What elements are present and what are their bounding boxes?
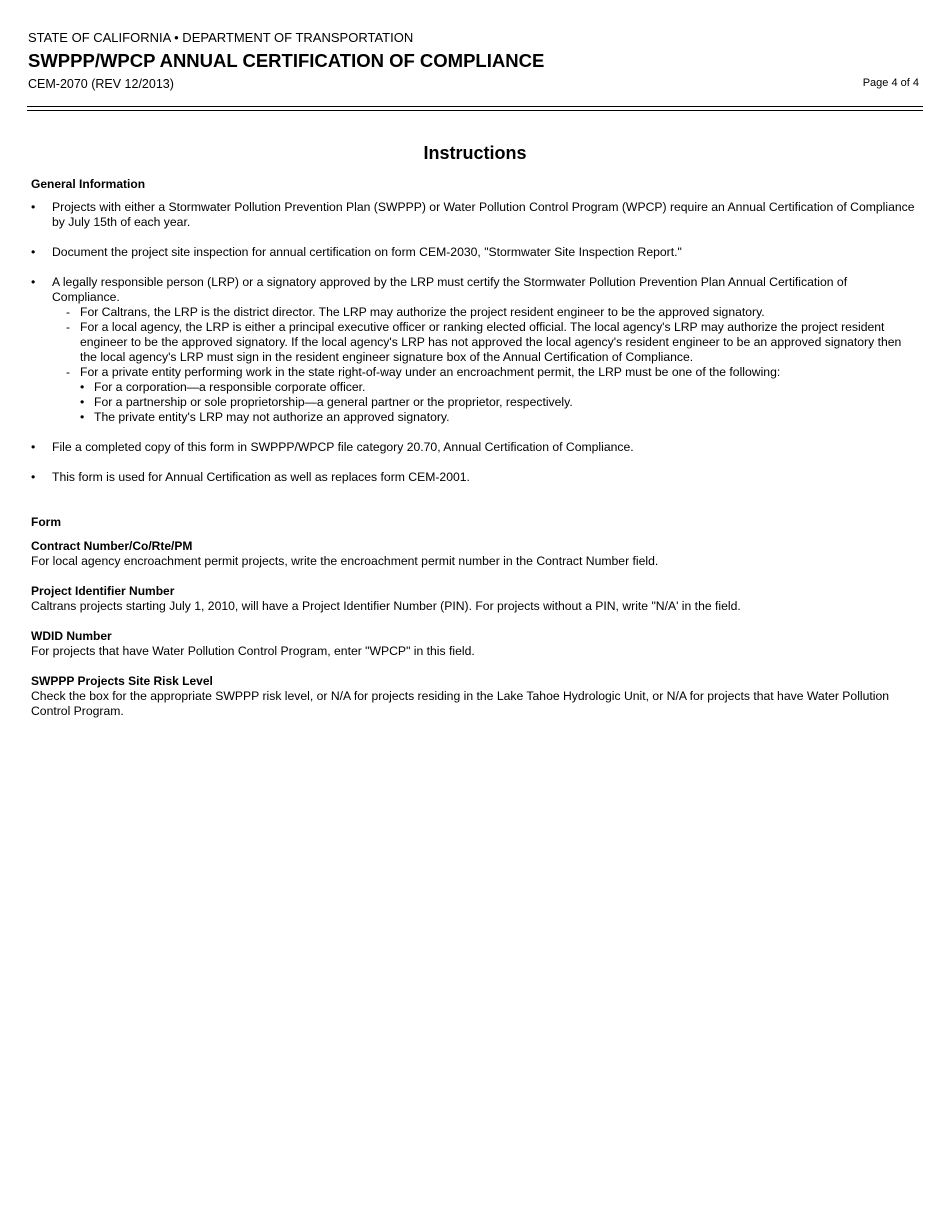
bullet-mark: • <box>80 380 85 394</box>
general-bullet-text: Document the project site inspection for annual certification on form CEM-2030, "Stormwater Site Inspection Report." <box>52 245 682 259</box>
agency-line: STATE OF CALIFORNIA • DEPARTMENT OF TRANSPORTATION <box>28 30 414 45</box>
lrp-dash-item <box>31 320 915 365</box>
general-bullet <box>31 470 915 485</box>
form-number: CEM-2070 (REV 12/2013) <box>28 77 174 91</box>
lrp-dash-item <box>31 365 915 380</box>
field-label: WDID Number <box>31 629 112 643</box>
instructions-body <box>31 177 915 719</box>
field-description: For local agency encroachment permit projects, write the encroachment permit number in the Contract Number field. <box>31 554 659 568</box>
form-title: SWPPP/WPCP ANNUAL CERTIFICATION OF COMPLIANCE <box>28 50 545 71</box>
general-bullet <box>31 440 915 455</box>
lrp-dash-text: For a local agency, the LRP is either a principal executive officer or ranking elected official. The local agency's LRP may authorize the project resident engineer to be the approved signatory. If the local agency's LRP has not approved the local agency's resident engineer to be an approved signatory then the local agency's LRP must sign in the resident engineer signature box of the Annual Certification of Compliance. <box>80 320 902 364</box>
general-bullet <box>31 245 915 260</box>
field-instruction <box>31 539 915 569</box>
bullet-mark: • <box>80 410 85 424</box>
form-header <box>28 30 922 92</box>
lrp-dash-list <box>31 305 915 425</box>
field-instruction <box>31 629 915 659</box>
dash-mark: - <box>66 365 71 379</box>
general-bullet-text: Projects with either a Stormwater Pollution Prevention Plan (SWPPP) or Water Pollution Control Program (WPCP) require an Annual Certification of Compliance by July 15th of each year. <box>52 200 915 229</box>
private-entity-bullet-text: For a partnership or sole proprietorship—a general partner or the proprietor, respectively. <box>94 395 573 409</box>
field-instruction <box>31 674 915 719</box>
dash-mark: - <box>66 305 71 319</box>
general-bullet <box>31 200 915 230</box>
dash-mark: - <box>66 320 71 334</box>
lrp-dash-text: For a private entity performing work in the state right-of-way under an encroachment permit, the LRP must be one of the following: <box>80 365 781 379</box>
bullet-mark: • <box>31 245 36 259</box>
bullet-mark: • <box>31 440 36 454</box>
bullet-mark: • <box>31 470 36 484</box>
bullet-mark: • <box>31 200 36 214</box>
field-label: Project Identifier Number <box>31 584 175 598</box>
private-entity-bullet-text: The private entity's LRP may not authorize an approved signatory. <box>94 410 450 424</box>
private-entity-bullet <box>31 395 915 410</box>
bullet-mark: • <box>31 275 36 289</box>
page-number: Page 4 of 4 <box>862 77 919 89</box>
general-bullet <box>31 275 915 305</box>
field-description: Caltrans projects starting July 1, 2010, will have a Project Identifier Number (PIN). For projects without a PIN, write "N/A' in the field. <box>31 599 741 613</box>
general-bullet-text: A legally responsible person (LRP) or a signatory approved by the LRP must certify the Stormwater Pollution Prevention Plan Annual Certification of Compliance. <box>52 275 848 304</box>
lrp-dash-item <box>31 305 915 320</box>
header-divider-top <box>27 106 923 107</box>
field-instruction <box>31 584 915 614</box>
instructions-title: Instructions <box>423 143 527 163</box>
form-heading: Form <box>31 515 61 529</box>
field-label: Contract Number/Co/Rte/PM <box>31 539 193 553</box>
field-description: Check the box for the appropriate SWPPP risk level, or N/A for projects residing in the Lake Tahoe Hydrologic Unit, or N/A for projects that have Water Pollution Control Program. <box>31 689 890 718</box>
field-description: For projects that have Water Pollution Control Program, enter "WPCP" in this field. <box>31 644 475 658</box>
private-entity-bullet-text: For a corporation—a responsible corporate officer. <box>94 380 366 394</box>
lrp-dash-text: For Caltrans, the LRP is the district director. The LRP may authorize the project resident engineer to be the approved signatory. <box>80 305 765 319</box>
general-information-heading: General Information <box>31 177 146 191</box>
header-divider-bottom <box>27 110 923 111</box>
private-entity-bullet <box>31 410 915 425</box>
private-entity-bullet <box>31 380 915 395</box>
general-bullet-text: File a completed copy of this form in SWPPP/WPCP file category 20.70, Annual Certification of Compliance. <box>52 440 634 454</box>
bullet-mark: • <box>80 395 85 409</box>
field-label: SWPPP Projects Site Risk Level <box>31 674 213 688</box>
general-bullet-text: This form is used for Annual Certification as well as replaces form CEM-2001. <box>52 470 470 484</box>
